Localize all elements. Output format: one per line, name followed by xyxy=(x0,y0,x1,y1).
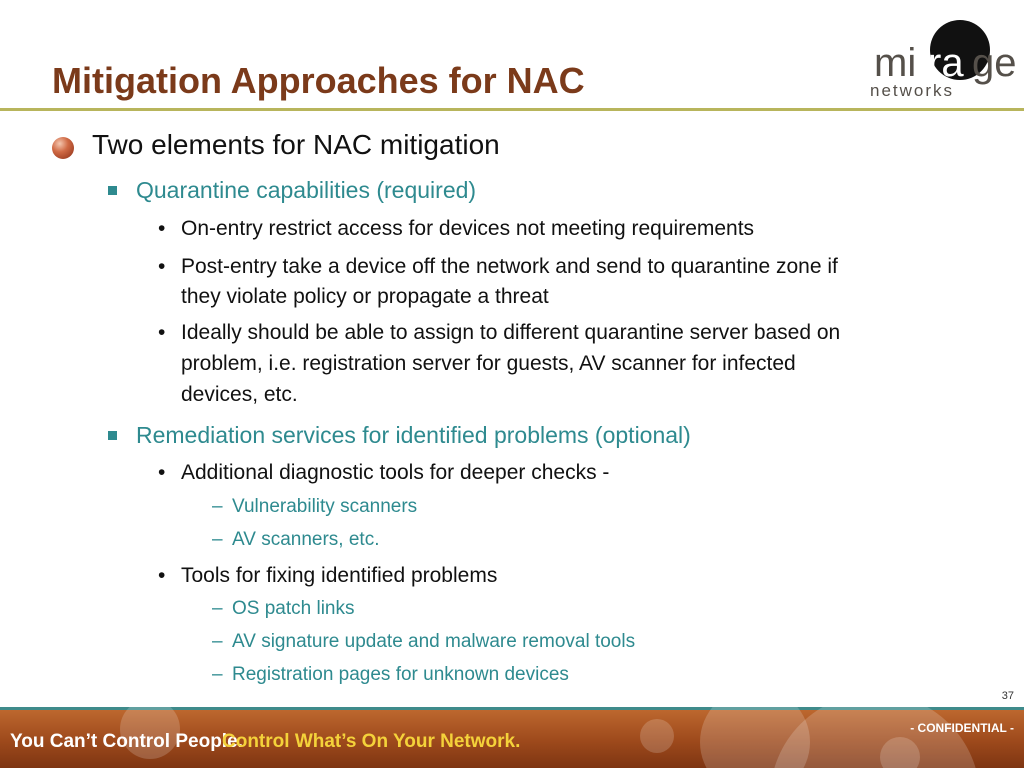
bullet-q3-line1: Ideally should be able to assign to different quarantine server based on xyxy=(181,321,841,344)
bullet-r1: Additional diagnostic tools for deeper checks - xyxy=(181,461,610,484)
bullet-r2b: AV signature update and malware removal tools xyxy=(232,631,636,652)
bullet-q1: On-entry restrict access for devices not meeting requirements xyxy=(181,217,755,240)
bullet-dash-icon: – xyxy=(212,529,223,550)
bullet-q3-line2: problem, i.e. registration server for guests, AV scanner for infected xyxy=(181,352,796,375)
bullet-q2-line2: they violate policy or propagate a threat xyxy=(181,285,549,308)
bullet-q3-line3: devices, etc. xyxy=(181,383,298,406)
bullet-dot-icon: • xyxy=(158,461,166,484)
page-number: 37 xyxy=(1001,690,1014,702)
bullet-r1b: AV scanners, etc. xyxy=(232,529,380,550)
bullet-r1a: Vulnerability scanners xyxy=(232,496,418,517)
bullet-dash-icon: – xyxy=(212,631,223,652)
bullet-dash-icon: – xyxy=(212,598,223,619)
bullet-dash-icon: – xyxy=(212,496,223,517)
footer-tagline-part1: You Can’t Control People. xyxy=(10,731,243,752)
footer-tagline-part2: Control What’s On Your Network. xyxy=(222,731,521,752)
bullet-remediation: Remediation services for identified problems (optional) xyxy=(136,422,691,448)
footer-banner xyxy=(0,707,1024,768)
bullet-level1: Two elements for NAC mitigation xyxy=(92,129,500,160)
bullet-square-icon xyxy=(108,431,117,440)
bullet-square-icon xyxy=(108,186,117,195)
logo-word-sub: networks xyxy=(870,81,955,100)
slide-title: Mitigation Approaches for NAC xyxy=(52,60,585,101)
confidential-label: - CONFIDENTIAL - xyxy=(910,721,1014,735)
bullet-r2a: OS patch links xyxy=(232,598,355,619)
bullet-dot-icon: • xyxy=(158,564,166,587)
bullet-ball-icon xyxy=(52,137,74,159)
title-divider xyxy=(0,108,1024,111)
bullet-dot-icon: • xyxy=(158,217,166,240)
logo-wordmark-icon xyxy=(840,14,1020,104)
logo-word-end: ge xyxy=(972,41,1017,85)
company-logo xyxy=(840,14,1020,104)
logo-word-mid: ra xyxy=(928,41,964,85)
bullet-dash-icon: – xyxy=(212,664,223,685)
bullet-r2c: Registration pages for unknown devices xyxy=(232,664,569,685)
bullet-dot-icon: • xyxy=(158,255,166,278)
logo-word-main: mi xyxy=(874,41,917,85)
bullet-q2-line1: Post-entry take a device off the network and send to quarantine zone if xyxy=(181,255,838,278)
bullet-quarantine: Quarantine capabilities (required) xyxy=(136,177,477,203)
footer-circle-decoration xyxy=(640,719,674,753)
bullet-dot-icon: • xyxy=(158,321,166,344)
bullet-r2: Tools for fixing identified problems xyxy=(181,564,498,587)
